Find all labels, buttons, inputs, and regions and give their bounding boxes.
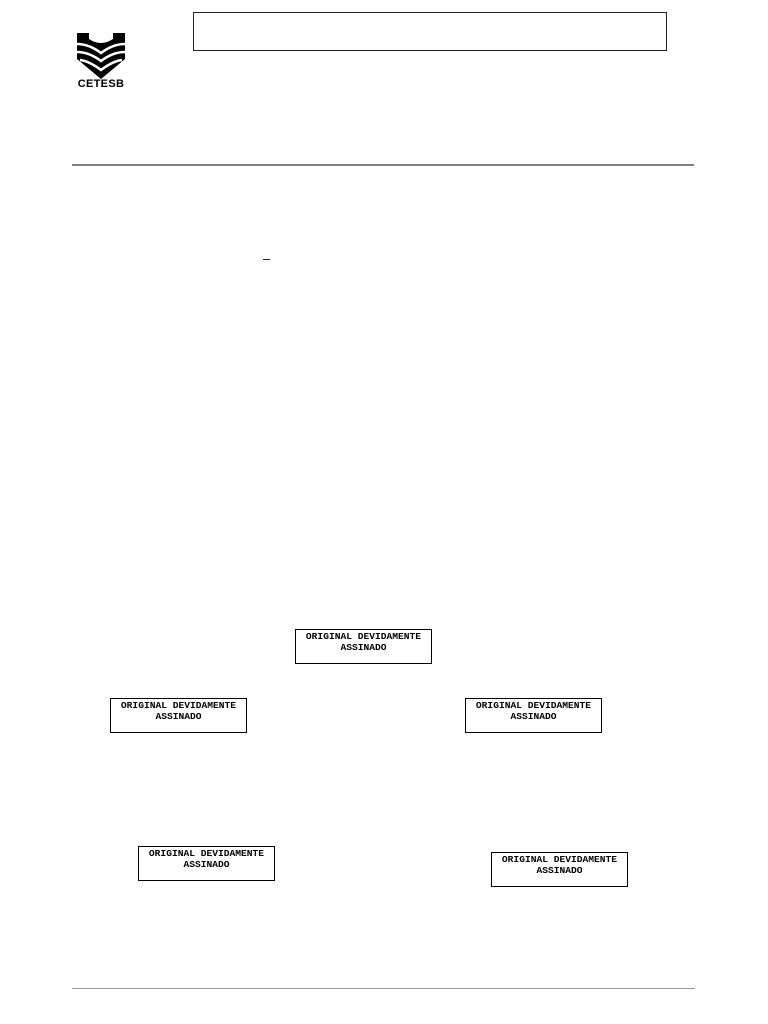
- signature-stamp: [110, 698, 247, 733]
- header-divider: [72, 164, 694, 166]
- stamp-line-2: ASSINADO: [340, 642, 387, 653]
- stamp-line-1: ORIGINAL DEVIDAMENTE: [305, 631, 422, 642]
- footer-divider: [72, 988, 695, 989]
- signature-stamp: [138, 846, 275, 881]
- stamp-line-1: ORIGINAL DEVIDAMENTE: [120, 700, 237, 711]
- stamp-line-1: ORIGINAL DEVIDAMENTE: [148, 848, 265, 859]
- signature-stamp: [465, 698, 602, 733]
- stamp-line-1: ORIGINAL DEVIDAMENTE: [475, 700, 592, 711]
- stamp-line-2: ASSINADO: [183, 859, 230, 870]
- stamp-line-2: ASSINADO: [536, 865, 583, 876]
- signature-stamp: [491, 852, 628, 887]
- cetesb-logo-icon: [77, 33, 125, 79]
- dash-mark: –: [263, 251, 271, 266]
- title-box: [193, 12, 667, 51]
- stamp-line-1: ORIGINAL DEVIDAMENTE: [501, 854, 618, 865]
- stamp-line-2: ASSINADO: [510, 711, 557, 722]
- signature-stamp: [295, 629, 432, 664]
- stamp-line-2: ASSINADO: [155, 711, 202, 722]
- logo-text: CETESB: [77, 78, 125, 90]
